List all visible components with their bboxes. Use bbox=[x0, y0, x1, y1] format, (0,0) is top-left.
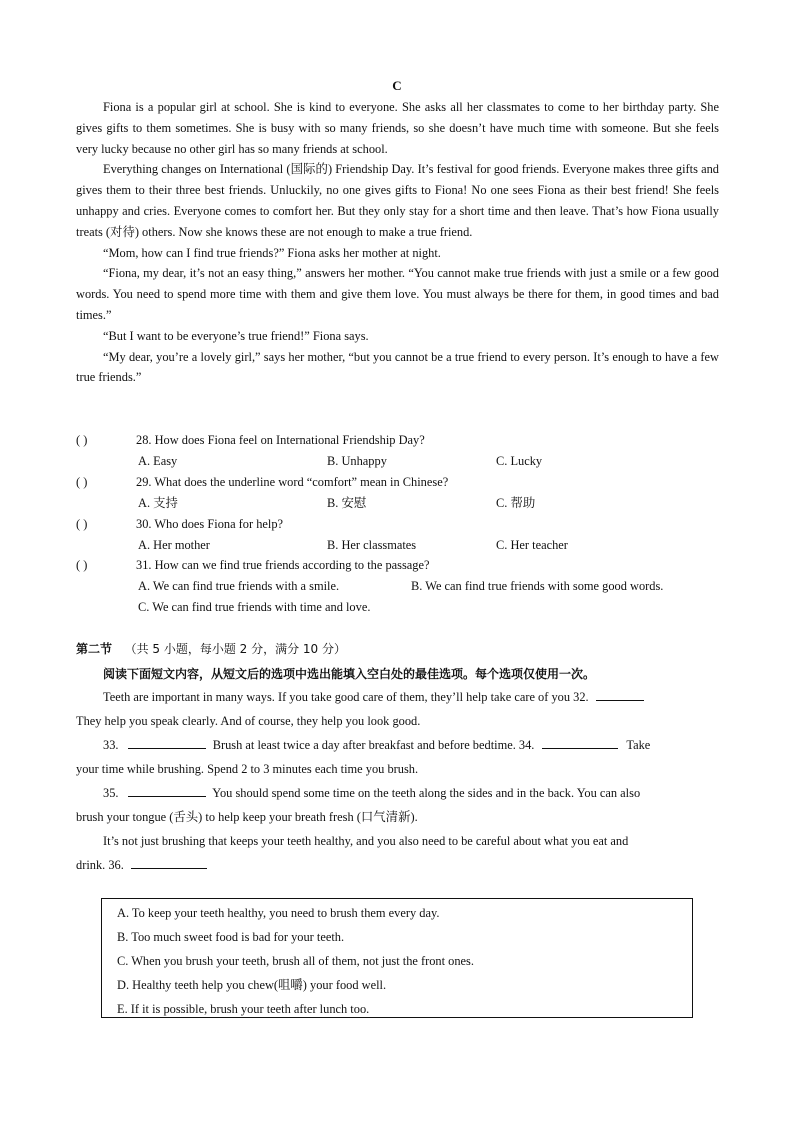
section-2-heading bbox=[76, 640, 346, 657]
option-b: B. Her classmates bbox=[327, 538, 417, 552]
cloze-text: Take bbox=[626, 738, 651, 752]
reading-passage bbox=[76, 97, 719, 388]
option-a: A. Easy bbox=[138, 454, 178, 468]
cloze-text: You should spend some time on the teeth along the sides and in the back. You can also bbox=[212, 786, 641, 800]
cloze-line: It’s not just brushing that keeps your teeth healthy, and you also need to be careful about what you eat and bbox=[103, 834, 629, 848]
passage-paragraph: Fiona is a popular girl at school. She is kind to everyone. She asks all her classmates to come to her birthday party. She gives gifts to them sometimes. She is busy with so many friends, so she doesn’t have much time with someone. But she feels very lucky because no other girl has so many friends at school. bbox=[76, 100, 719, 156]
question-text: 30. Who does Fiona for help? bbox=[136, 517, 284, 531]
option-a: A. Her mother bbox=[138, 538, 210, 552]
choice-d: D. Healthy teeth help you chew(咀嚼) your food well. bbox=[117, 978, 387, 992]
cloze-line bbox=[76, 685, 719, 709]
blank-32[interactable] bbox=[596, 686, 644, 701]
question-text: 28. How does Fiona feel on International Friendship Day? bbox=[136, 433, 425, 447]
option-a: A. We can find true friends with a smile. bbox=[138, 579, 340, 593]
cloze-line bbox=[76, 853, 719, 877]
passage-paragraph: Everything changes on International (国际的) Friendship Day. It’s festival for good friends. Everyone makes three gifts and gives them to their three best friends. Unluckily, no one gives gifts to Fiona! No one sees Fiona as their best friend! She feels unhappy and cries. Everyone comes to comfort her. But they only stay for a short time and then leave. That’s how Fiona usually treats (对待) others. Now she knows these are not enough to make a true friend. bbox=[76, 162, 719, 239]
answer-paren[interactable]: ( ) bbox=[76, 475, 88, 489]
choice-a: A. To keep your teeth healthy, you need to brush them every day. bbox=[117, 906, 440, 920]
cloze-line bbox=[76, 733, 719, 757]
answer-paren[interactable]: ( ) bbox=[76, 517, 88, 531]
question-30 bbox=[76, 514, 726, 535]
option-b: B. Unhappy bbox=[327, 454, 387, 468]
blank-34[interactable] bbox=[542, 734, 618, 749]
section-2-instruction: 阅读下面短文内容，从短文后的选项中选出能填入空白处的最佳选项。每个选项仅使用一次。 bbox=[103, 667, 596, 681]
passage-paragraph: “But I want to be everyone’s true friend!” Fiona says. bbox=[103, 328, 369, 343]
cloze-text: Brush at least twice a day after breakfast and before bedtime. 34. bbox=[212, 738, 535, 752]
section-2-label: 第二节 bbox=[76, 642, 113, 656]
option-b: B. We can find true friends with some good words. bbox=[411, 579, 664, 593]
cloze-line: your time while brushing. Spend 2 to 3 minutes each time you brush. bbox=[76, 762, 419, 776]
choice-c: C. When you brush your teeth, brush all of them, not just the front ones. bbox=[117, 954, 474, 968]
answer-paren[interactable]: ( ) bbox=[76, 558, 88, 572]
option-c: C. Lucky bbox=[496, 454, 543, 468]
passage-paragraph: “Fiona, my dear, it’s not an easy thing,” answers her mother. “You cannot make true friends with just a smile or a few good words. You need to spend more time with them and give them love. You must always be there for them, in good times and bad times.” bbox=[76, 266, 719, 322]
blank-36[interactable] bbox=[131, 854, 207, 869]
cloze-line: brush your tongue (舌头) to help keep your breath fresh (口气清新). bbox=[76, 810, 418, 824]
question-31 bbox=[76, 555, 726, 576]
option-a: A. 支持 bbox=[138, 496, 178, 510]
options-box bbox=[101, 898, 693, 1018]
cloze-text: 35. bbox=[103, 786, 119, 800]
cloze-text: drink. 36. bbox=[76, 858, 124, 872]
question-text: 29. What does the underline word “comfort” mean in Chinese? bbox=[136, 475, 449, 489]
cloze-text: Teeth are important in many ways. If you take good care of them, they’ll help take care of you 32. bbox=[103, 690, 589, 704]
passage-paragraph: “Mom, how can I find true friends?” Fiona asks her mother at night. bbox=[103, 245, 441, 260]
blank-35[interactable] bbox=[128, 782, 206, 797]
answer-paren[interactable]: ( ) bbox=[76, 433, 88, 447]
option-c: C. Her teacher bbox=[496, 538, 568, 552]
option-b: B. 安慰 bbox=[327, 496, 367, 510]
question-text: 31. How can we find true friends according to the passage? bbox=[136, 558, 430, 572]
question-28 bbox=[76, 430, 726, 451]
passage-paragraph: “My dear, you’re a lovely girl,” says her mother, “but you cannot be a true friend to every person. It’s enough to have a few true friends.” bbox=[76, 349, 719, 385]
cloze-line: They help you speak clearly. And of course, they help you look good. bbox=[76, 714, 421, 728]
blank-33[interactable] bbox=[128, 734, 206, 749]
cloze-line bbox=[76, 781, 719, 805]
choice-b: B. Too much sweet food is bad for your teeth. bbox=[117, 930, 345, 944]
option-c: C. 帮助 bbox=[496, 496, 536, 510]
cloze-text: 33. bbox=[103, 738, 119, 752]
section-c-title: C bbox=[392, 78, 402, 93]
question-29 bbox=[76, 472, 726, 493]
choice-e: E. If it is possible, brush your teeth after lunch too. bbox=[117, 1002, 370, 1016]
option-c: C. We can find true friends with time and love. bbox=[138, 600, 371, 614]
section-2-scoring: （共 5 小题，每小题 2 分，满分 10 分） bbox=[124, 642, 346, 656]
